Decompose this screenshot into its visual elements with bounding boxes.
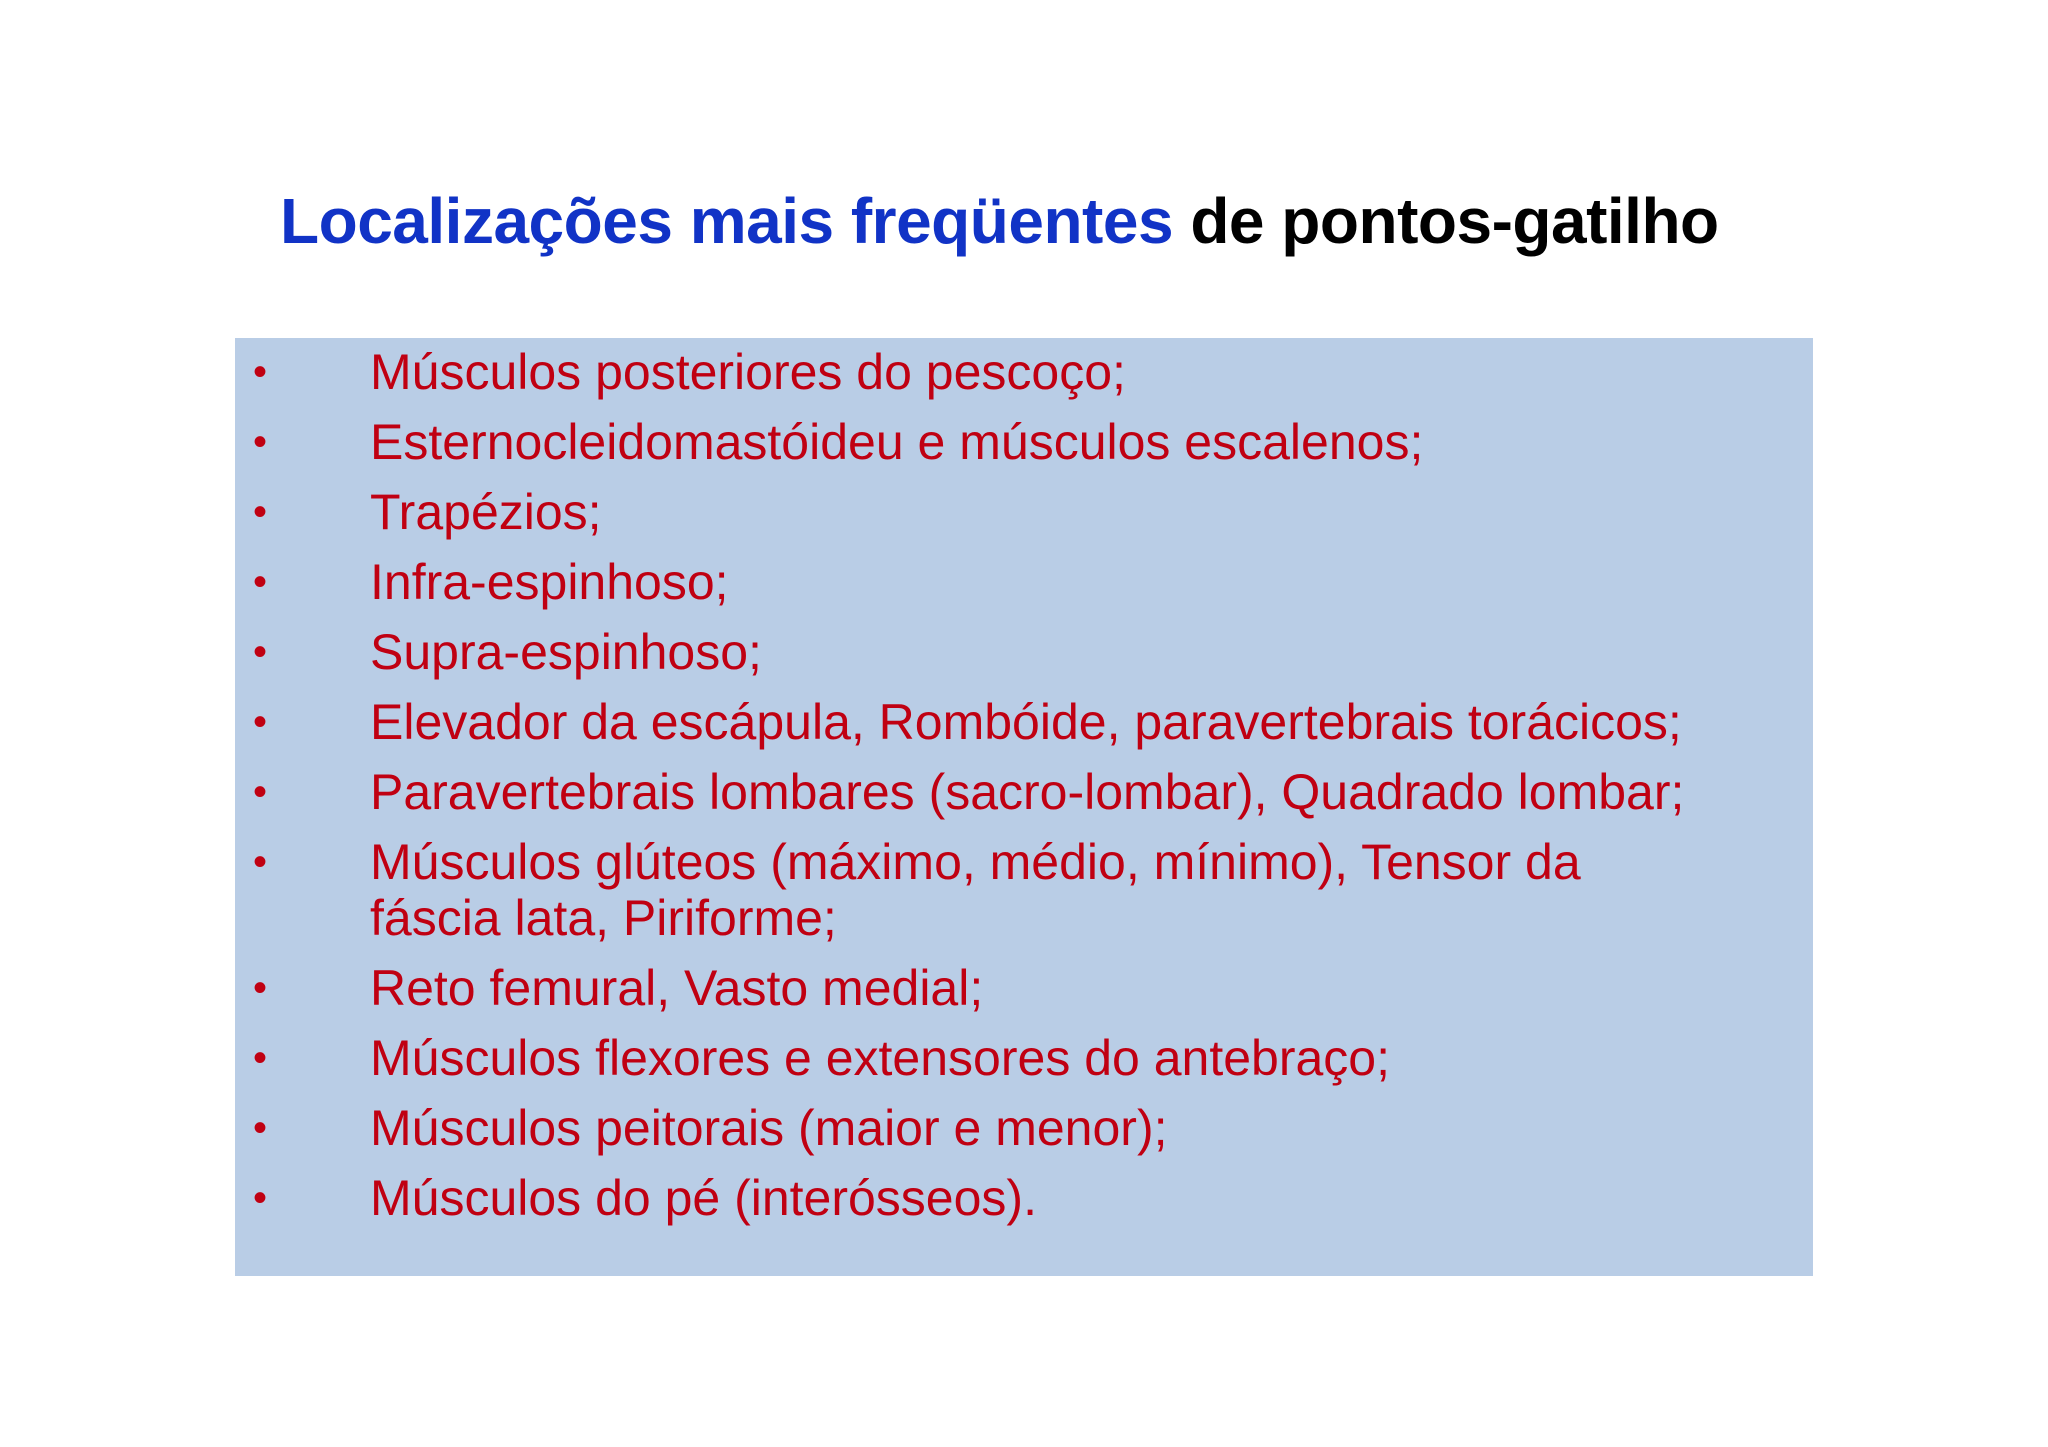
list-item-text: Trapézios;: [370, 484, 602, 540]
list-item-text: Músculos posteriores do pescoço;: [370, 344, 1126, 400]
slide-title: [280, 186, 1719, 256]
slide-title-rest: de pontos-gatilho: [1190, 185, 1719, 257]
bullet-icon: •: [253, 770, 268, 814]
bullet-icon: •: [253, 966, 268, 1010]
list-item-text: Paravertebrais lombares (sacro-lombar), Quadrado lombar;: [370, 764, 1685, 820]
list-item-text: Músculos glúteos (máximo, médio, mínimo), Tensor da fáscia lata, Piriforme;: [370, 834, 1581, 946]
list-item-text: Esternocleidomastóideu e músculos escalenos;: [370, 414, 1424, 470]
list-item-text: Supra-espinhoso;: [370, 624, 762, 680]
bullet-icon: •: [253, 420, 268, 464]
bullet-icon: •: [253, 1036, 268, 1080]
bullet-icon: •: [253, 1106, 268, 1150]
bullet-icon: •: [253, 1176, 268, 1220]
slide-title-highlight: Localizações mais freqüentes: [280, 185, 1174, 257]
list-item-text: Músculos do pé (interósseos).: [370, 1170, 1037, 1226]
list-item-text: Reto femural, Vasto medial;: [370, 960, 984, 1016]
list-item-text: Elevador da escápula, Rombóide, paravertebrais torácicos;: [370, 694, 1682, 750]
list-item-text: Infra-espinhoso;: [370, 554, 729, 610]
bullet-icon: •: [253, 700, 268, 744]
bullet-icon: •: [253, 560, 268, 604]
content-box: [235, 338, 1813, 1276]
bullet-icon: •: [253, 350, 268, 394]
bullet-icon: •: [253, 490, 268, 534]
list-item-text: Músculos peitorais (maior e menor);: [370, 1100, 1168, 1156]
bullet-icon: •: [253, 630, 268, 674]
list-item-text: Músculos flexores e extensores do antebraço;: [370, 1030, 1390, 1086]
bullet-icon: •: [253, 840, 268, 884]
